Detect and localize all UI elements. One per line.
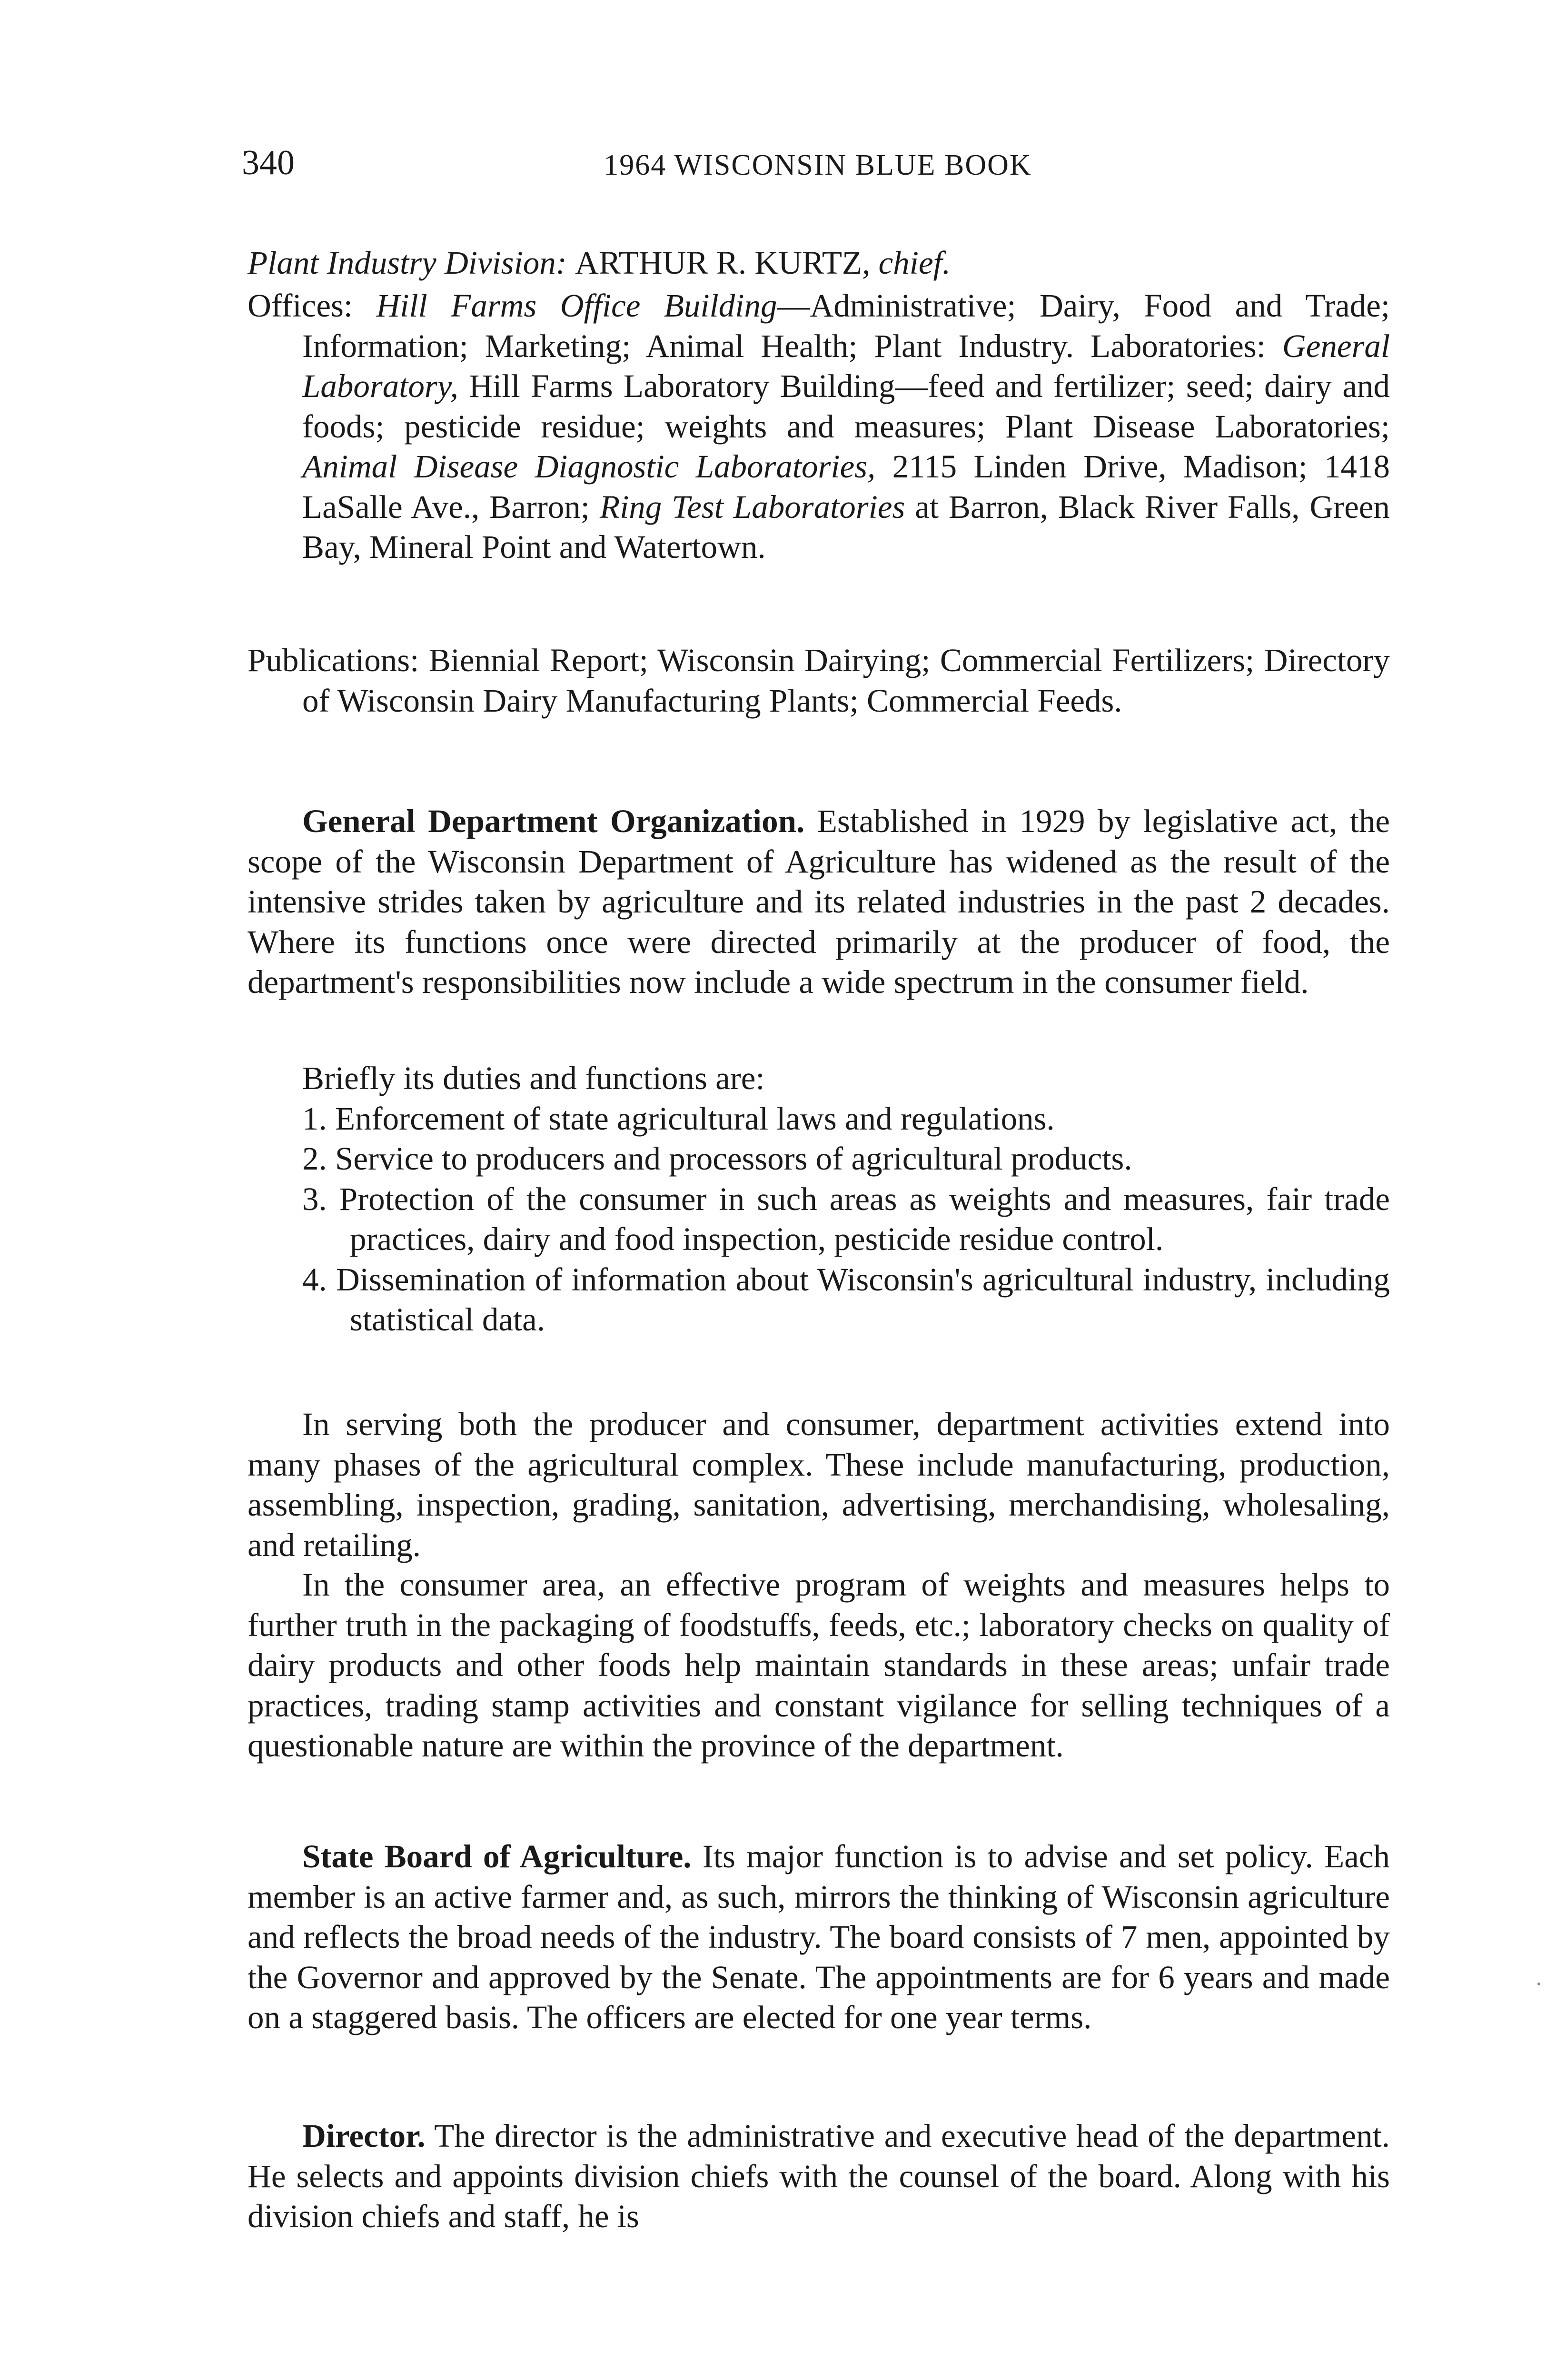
serving-block (248, 1404, 1390, 1565)
page-header (242, 143, 1394, 195)
offices-text-4: at Barron, Black River Falls, Green Bay, Mineral Point and Watertown. (302, 488, 1390, 565)
state-board-paragraph (248, 1836, 1390, 2038)
list-item: 3. Protection of the consumer in such areas as weights and measures, fair trade practices, dairy and food inspection, pesticide residue control. (302, 1180, 1390, 1257)
state-board-block (248, 1836, 1390, 2038)
consumer-block (248, 1565, 1390, 1766)
publications-paragraph (248, 640, 1390, 721)
animal-disease-labs: Animal Disease Diagnostic Laboratories, (302, 448, 876, 485)
director-heading: Director. (302, 2118, 426, 2154)
chief-name: ARTHUR R. KURTZ (575, 245, 862, 281)
state-board-heading: State Board of Agriculture. (302, 1838, 692, 1874)
publications-label: Publications: (248, 642, 419, 678)
offices-text-2: Hill Farms Laboratory Building—feed and fertilizer; seed; dairy and foods; pesticide residue; weights and measures; Plant Disease Laboratories; (302, 368, 1390, 445)
duties-block (248, 1058, 1390, 1340)
general-organization-heading: General Department Organization. (302, 803, 805, 839)
consumer-paragraph: In the consumer area, an effective program of weights and measures helps to further truth in the packaging of foodstuffs, feeds, etc.; laboratory checks on quality of dairy products and other foods help maintain standards in these areas; unfair trade practices, trading stamp activities and constant vigilance for selling techniques of a questionable nature are within the province of the department. (248, 1567, 1390, 1764)
publications-block (248, 640, 1390, 721)
offices-text-1: —Administrative; Dairy, Food and Trade; Information; Marketing; Animal Health; Plant Industry. Laboratories: (302, 288, 1390, 364)
list-item: 2. Service to producers and processors of agricultural products. (302, 1140, 1132, 1177)
list-item: 1. Enforcement of state agricultural laws and regulations. (302, 1100, 1055, 1137)
ring-test-labs: Ring Test Laboratories (599, 488, 905, 525)
serving-paragraph: In serving both the producer and consumer, department activities extend into many phases of the agricultural complex. These include manufacturing, production, assembling, inspection, grading, sanitation, advertising, merchandising, wholesaling, and retailing. (248, 1406, 1390, 1563)
chief-title: chief. (878, 245, 951, 281)
running-head: 1964 WISCONSIN BLUE BOOK (604, 149, 1032, 181)
director-paragraph (248, 2116, 1390, 2237)
director-text: The director is the administrative and executive head of the department. He selects and appoints division chiefs with the counsel of the board. Along with his division chiefs and staff, he is (248, 2118, 1390, 2234)
general-organization-block (248, 801, 1390, 1002)
offices-block (248, 286, 1390, 567)
office-building: Hill Farms Office Building (376, 288, 777, 324)
duties-list (248, 1099, 1390, 1340)
plant-industry-line: Plant Industry Division: ARTHUR R. KURTZ, chief. (248, 245, 951, 281)
page-number: 340 (242, 143, 295, 182)
scan-speck (1537, 1983, 1540, 1985)
general-organization-text: Established in 1929 by legislative act, the scope of the Wisconsin Department of Agriculture has widened as the result of the intensive strides taken by agriculture and its related industries in the past 2 decades. Where its functions once were directed primarily at the producer of food, the department's responsibilities now include a wide spectrum in the consumer field. (248, 803, 1390, 1000)
general-organization-paragraph (248, 801, 1390, 1002)
publications-text: Biennial Report; Wisconsin Dairying; Commercial Fertilizers; Directory of Wisconsin Dairy Manufacturing Plants; Commercial Feeds. (302, 642, 1390, 719)
offices-label: Offices: (248, 288, 353, 324)
division-block (248, 243, 1390, 283)
duties-intro: Briefly its duties and functions are: (302, 1060, 765, 1096)
director-block (248, 2116, 1390, 2237)
offices-paragraph (248, 286, 1390, 567)
plant-industry-label: Plant Industry Division: (248, 245, 567, 281)
list-item: 4. Dissemination of information about Wisconsin's agricultural industry, including statistical data. (302, 1261, 1390, 1338)
offices-text-3: 2115 Linden Drive, Madison; 1418 LaSalle Ave., Barron; (302, 448, 1390, 525)
general-laboratory: General Laboratory, (302, 327, 1390, 404)
state-board-text: Its major function is to advise and set policy. Each member is an active farmer and, as such, mirrors the thinking of Wisconsin agriculture and reflects the broad needs of the industry. The board consists of 7 men, appointed by the Governor and approved by the Senate. The appointments are for 6 years and made on a staggered basis. The officers are elected for one year terms. (248, 1838, 1390, 2035)
